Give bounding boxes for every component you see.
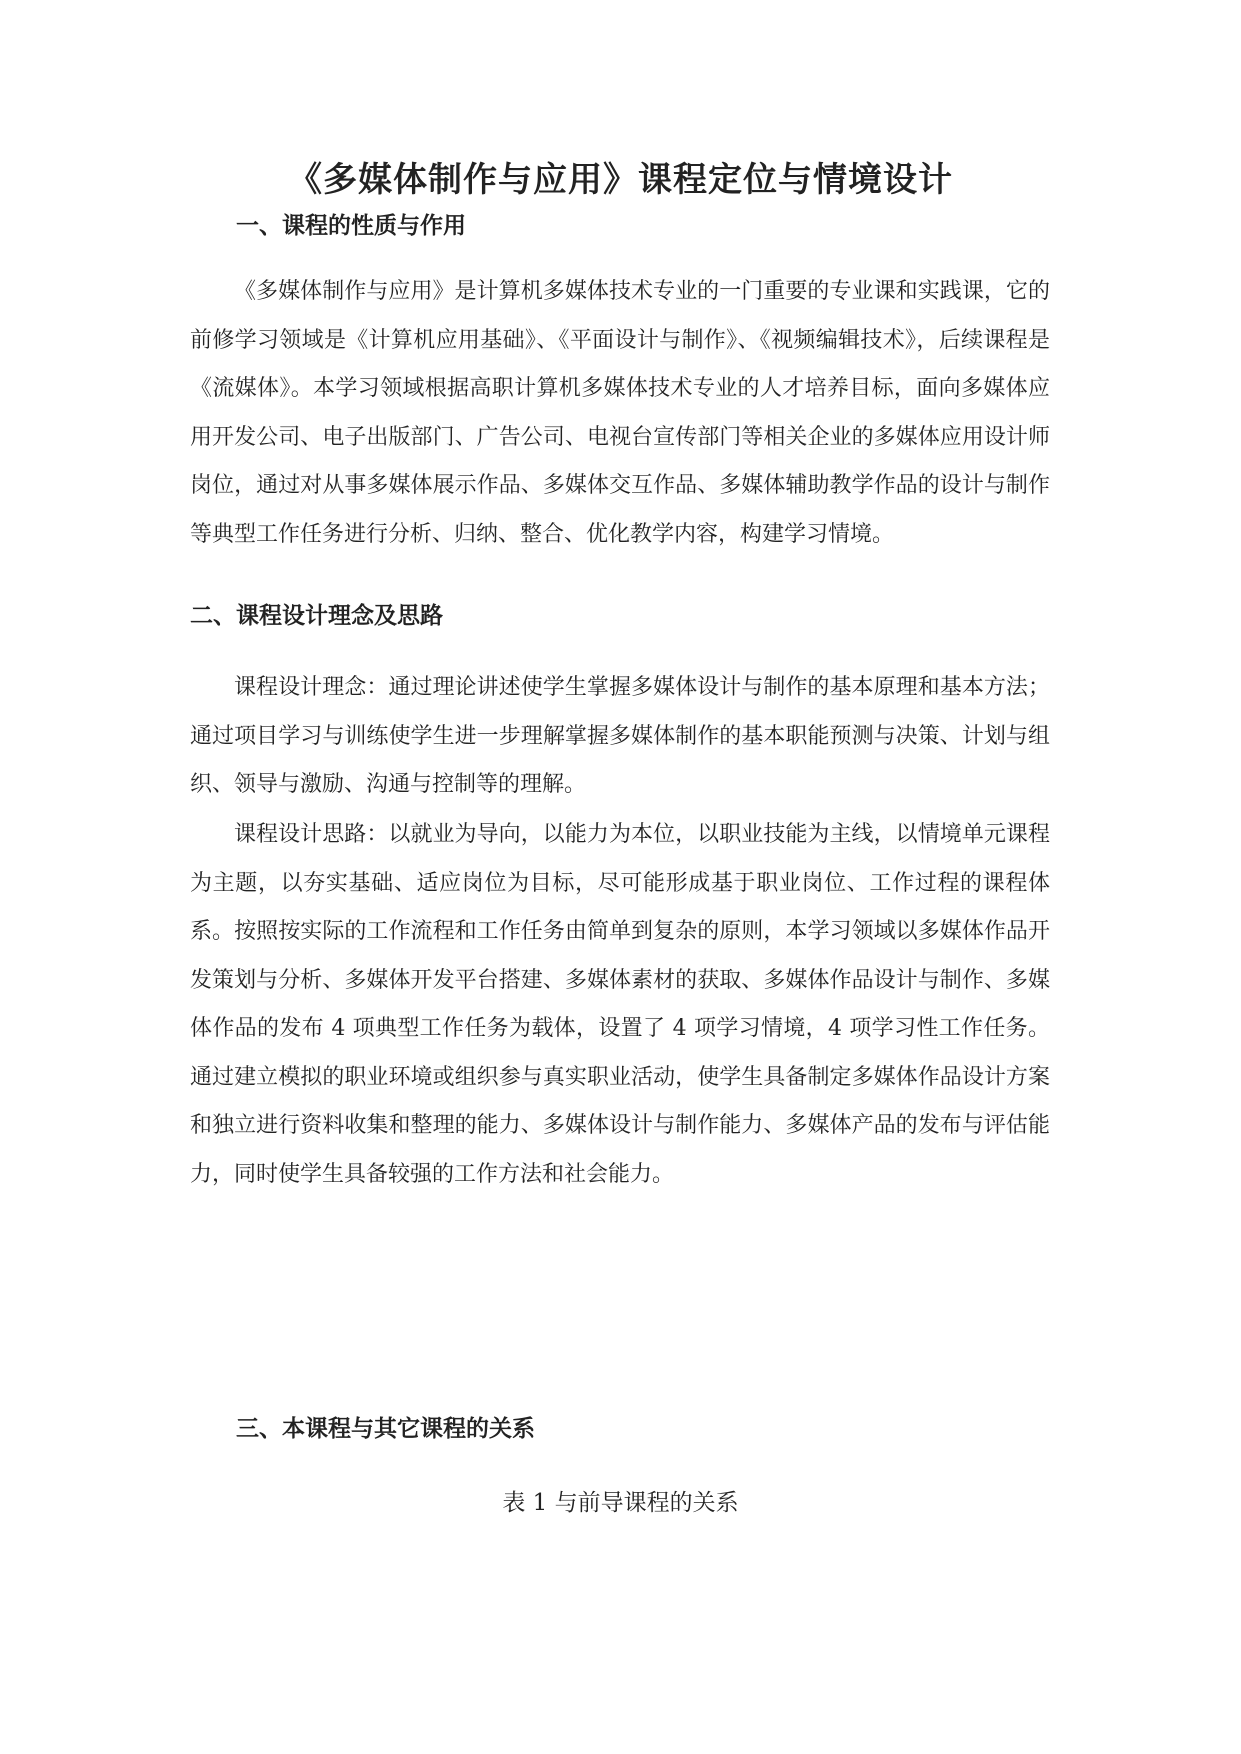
section-1-heading: 一、课程的性质与作用 — [236, 212, 466, 239]
section-2-heading: 二、课程设计理念及思路 — [190, 602, 443, 629]
table-caption: 表 1 与前导课程的关系 — [502, 1490, 739, 1516]
section-2-paragraph-2: 课程设计思路：以就业为导向，以能力为本位，以职业技能为主线，以情境单元课程为主题，以夯实基础、适应岗位为目标，尽可能形成基于职业岗位、工作过程的课程体系。按照按实际的工作流程和工作任务由简单到复杂的原则，本学习领域以多媒体作品开发策划与分析、多媒体开发平台搭建、多媒体素材的获取、多媒体作品设计与制作、多媒体作品的发布 4 项典型工作任务为载体，设置了 4 项学习情境，4 项学习性工作任务。通过建立模拟的职业环境或组织参与真实职业活动，使学生具备制定多媒体作品设计方案和独立进行资料收集和整理的能力、多媒体设计与制作能力、多媒体产品的发布与评估能力，同时使学生具备较强的工作方法和社会能力。 — [190, 822, 1050, 1187]
section-3-heading: 三、本课程与其它课程的关系 — [236, 1415, 535, 1442]
section-2-paragraph-1: 课程设计理念：通过理论讲述使学生掌握多媒体设计与制作的基本原理和基本方法；通过项目学习与训练使学生进一步理解掌握多媒体制作的基本职能预测与决策、计划与组织、领导与激励、沟通与控制等的理解。 — [190, 675, 1050, 797]
document-title: 《多媒体制作与应用》课程定位与情境设计 — [288, 160, 953, 200]
section-1-paragraph: 《多媒体制作与应用》是计算机多媒体技术专业的一门重要的专业课和实践课，它的前修学习领域是《计算机应用基础》、《平面设计与制作》、《视频编辑技术》，后续课程是《流媒体》。本学习领域根据高职计算机多媒体技术专业的人才培养目标，面向多媒体应用开发公司、电子出版部门、广告公司、电视台宣传部门等相关企业的多媒体应用设计师岗位，通过对从事多媒体展示作品、多媒体交互作品、多媒体辅助教学作品的设计与制作等典型工作任务进行分析、归纳、整合、优化教学内容，构建学习情境。 — [190, 279, 1050, 547]
